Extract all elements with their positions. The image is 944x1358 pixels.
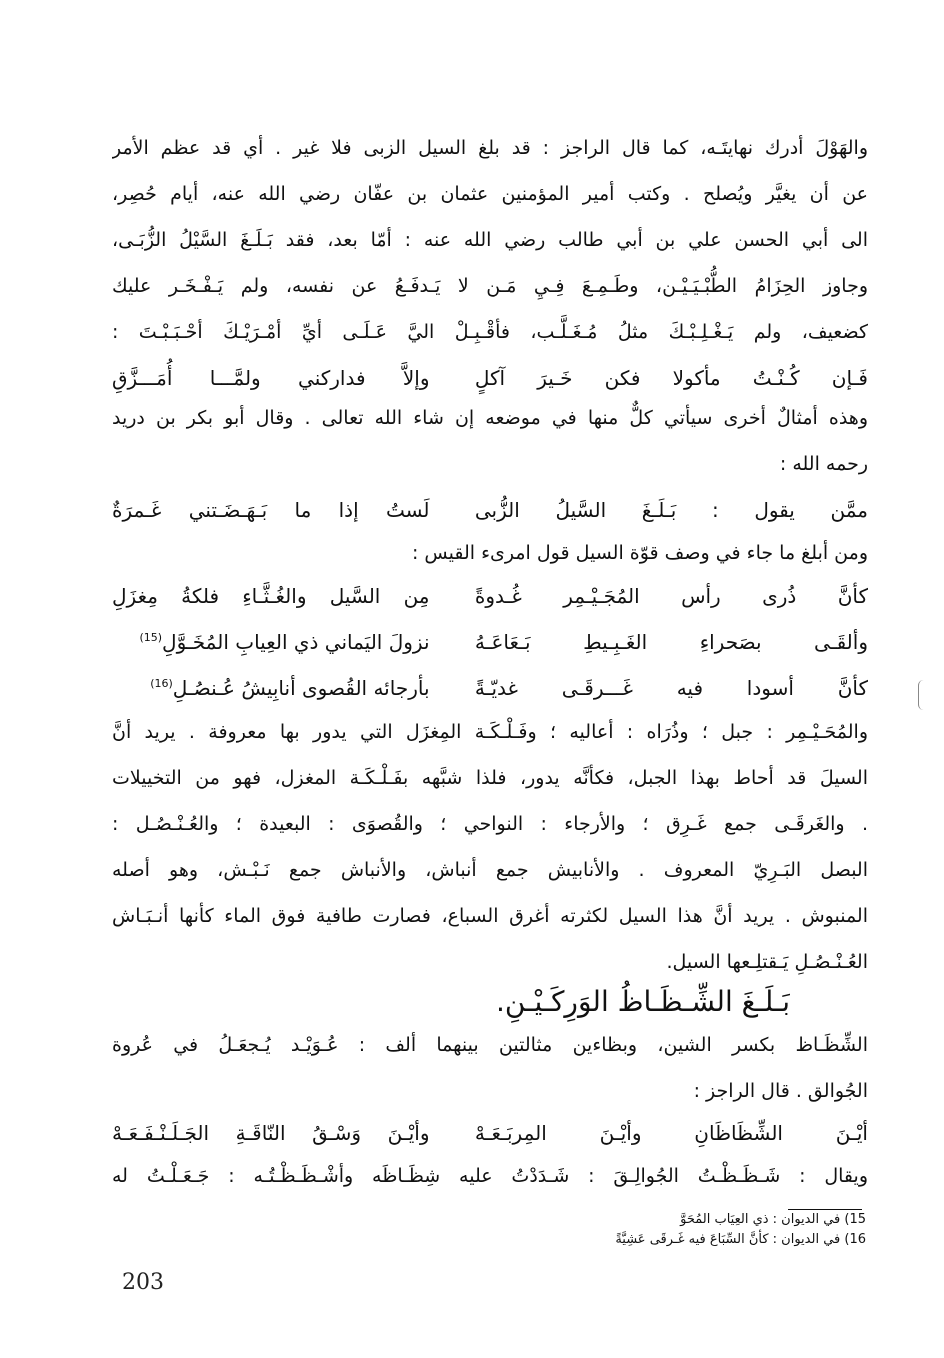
footnote-15: 15) في الديوان : ذي العِيَاب المُحَوَّ <box>680 1212 866 1227</box>
verse-second-hemistich: مِن السَّيل والغُـثَّـاءِ فلكةُ مِغزَلِ <box>112 584 430 608</box>
verse-first-hemistich: أيْـنَ الشِّظَاظَانِ وأيْـنَ المِربَـعَـهْ <box>474 1121 868 1145</box>
proverb-heading: بَـلَـغَ الشِّـظَـاظُ الوَرِكَـيْـنِ. <box>496 985 790 1018</box>
paragraph-intro <box>112 125 868 355</box>
verse-line <box>112 619 868 665</box>
text-line: الشِّظَـاظ بكسر الشين، وبظاءين مثالتين بينهما ألف : عُـوَيْـد يُـجعَـلُ في عُروة <box>112 1034 868 1056</box>
footnotes <box>480 1210 866 1250</box>
text-line: السيلَ قد أحاط بهذا الجبل، فكأنَّه يدور، فلذا شبَّهه بفَـلْـكَـة المغزل، فهو من التخييلات <box>112 767 868 789</box>
verse-block-6 <box>112 1110 868 1156</box>
verse-first-hemistich: وألقَـى بصَحراءِ الغَـبِـيطِ بَـعَاعَـهُ <box>474 630 868 654</box>
footnote-16: 16) في الديوان : كأنَّ السِّبَاعَ فيه غَـرقَى عَشِيَّةً <box>615 1232 866 1247</box>
verse-line <box>112 1110 868 1156</box>
verse-block-2 <box>112 487 868 533</box>
paragraph-proverbs <box>112 395 868 487</box>
paragraph-imru-intro <box>112 530 868 576</box>
text-line: العُـنْـصُـلِ يَـقتلِـعها السيل. <box>666 951 868 973</box>
verse-second-hemistich: وإلاَّ فداركني ولمَّـــا أُمَـــزَّقِ <box>112 366 430 390</box>
text-line: ومن أبلغ ما جاء في وصف قوّة السيل قول امرىء القيس : <box>411 542 868 564</box>
text-line: البصل البَـرِيّ المعروف . والأنابيش جمع أنباش، والأنباش جمع نَـبْـش، وهو أصله <box>112 859 868 881</box>
text-line: الجُوالق . قال الراجز : <box>693 1080 868 1102</box>
verse-line <box>112 487 868 533</box>
text-line: ويقال : شَـظَـظْـتُ الجُوالِـقَ : شَـدَدْتُ عليه شِظَـاظَه وأشْـظَـظْـتُـه : جَـعَـلْـتُ له <box>112 1165 868 1187</box>
verse-first-hemistich: كأنَّ أسودا فيه غَـــرقَـى غديّـةً <box>474 676 868 700</box>
verse-block-imru <box>112 573 868 711</box>
text-line: الى أبي الحسن علي بن أبي طالب رضي الله عنه : أمّا بعد، فقد بَـلَـغَ السَّيْلُ الزُّبَـى، <box>112 229 868 251</box>
verse-first-hemistich: كأنَّ ذُرى رأس المُجَـيْـمِر غُـدوةً <box>474 584 868 608</box>
text-line: وجاوز الحِزَامُ الطُّبْـيَـيْـن، وطَـمِـعَ فِـيِ مَـن لا يَـدفَـعُ عن نفسه، ولم يَـفْـخَـر عليك <box>112 275 868 297</box>
verse-line <box>112 573 868 619</box>
page-number: 203 <box>122 1270 164 1295</box>
verse-second-hemistich: وأيْـنَ وَسْـقُ النّاقَـةِ الجَـلَـنْـفَـعَـهْ <box>112 1121 430 1145</box>
text-line: المنبوش . يريد أنَّ هذا السيل لكثرته أغرق السباع، فصارت طافية فوق الماء كأنها أنـبَـاش <box>112 905 868 927</box>
verse-second-hemistich: بأرجائه القُصوى أنابِيشُ عُـنصُـلِ(16) <box>150 676 430 700</box>
verse-first-hemistich: فَـإن كُـنْـتُ مأكولا فكن خَـيرَ آكلٍ <box>474 366 868 390</box>
verse-line <box>112 665 868 711</box>
text-line: والمُحَـيْـمِر : جبل ؛ وذُرَاه : أعاليه ؛ وفَـلْـكَـة المِغزَل التي يدور بها معروفة . يريد أنَّ <box>112 721 868 743</box>
paragraph-commentary <box>112 709 868 985</box>
text-line: عن أن يغيَّر ويُصلح . وكتب أمير المؤمنين عثمان بن عفّان رضي الله عنه، أيام حُصِر، <box>112 183 868 205</box>
text-line: والهَوْلَ أدرك نهايتَـه، كما قال الراجز : قد بلغ السيل الزبى فلا غير . أي قد عظم الأمر <box>112 137 868 159</box>
paragraph-shizaz <box>112 1022 868 1114</box>
verse-second-hemistich: نزولَ اليَماني ذي العِيابِ المُخَـوَّلِ(15) <box>139 630 430 654</box>
text-line: . والغَرقَـى جمع غَـرِق ؛ والأرجاء : النواحي ؛ والقُصوَى : البعيدة ؛ والعُـنْـصُـل : <box>112 813 868 835</box>
text-line: رحمه الله : <box>779 453 868 475</box>
text-line: كضعيف، ولم يَـغْـلِـبْـكَ مثلُ مُـغَـلَّـب، فأقْـبِـلْ اليَّ عَـلَـى أيِّ أمْـرَيْـكَ أحْـبَـبْـتَ : <box>112 321 868 343</box>
text-line: وهذه أمثالٌ أخرى سيأتي كلٌّ منها في موضعه إن شاء الله تعالى . وقال أبو بكر بن دريد <box>112 407 868 429</box>
margin-mark <box>918 680 929 710</box>
paragraph-closing <box>112 1153 868 1199</box>
verse-first-hemistich: ممَّن يقول : بَـلَـغَ السَّيلُ الزُّبى <box>474 498 868 522</box>
verse-second-hemistich: لَستُ إذا ما بَـهَـضَـتني غَـمرَةٌ <box>112 498 430 522</box>
